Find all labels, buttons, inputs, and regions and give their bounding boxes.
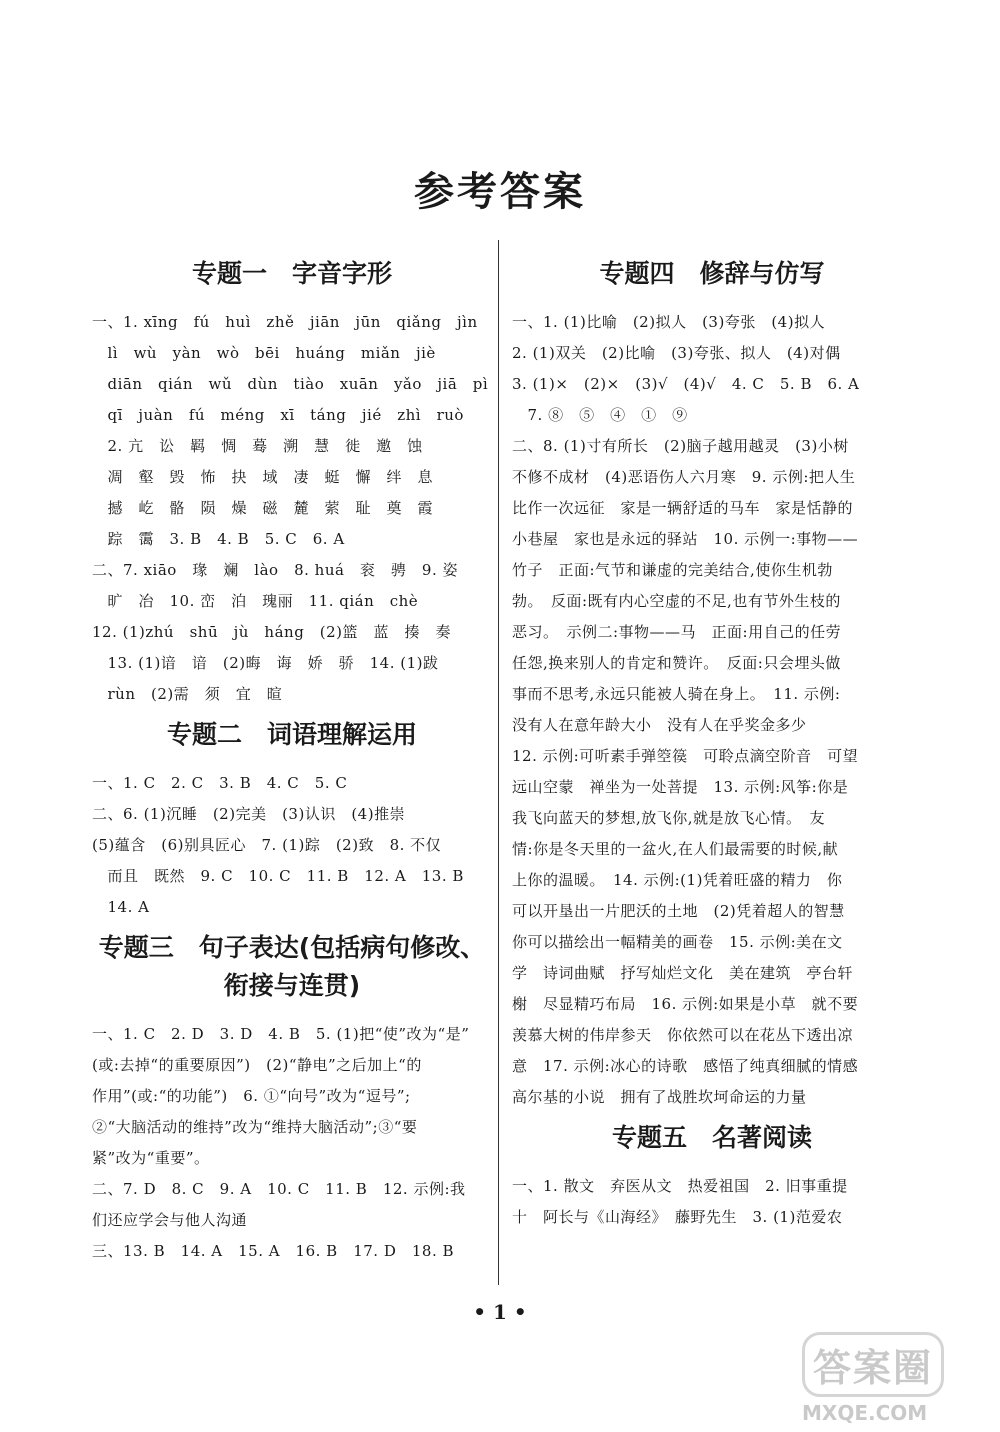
left-column	[92, 255, 492, 1273]
answer-line: 勃。 反面:既有内心空虚的不足,也有节外生枝的	[512, 592, 841, 610]
answer-line: 踪 霭 3. B 4. B 5. C 6. A	[92, 530, 345, 548]
section-heading: 专题三 句子表达(包括病句修改、衔接与连贯)	[98, 933, 486, 1000]
answer-line: 十 阿长与《山海经》 藤野先生 3. (1)范爱农	[512, 1208, 843, 1226]
answer-line: 竹子 正面:气节和谦虚的完美结合,使你生机勃	[512, 561, 833, 579]
answer-line: 三、13. B 14. A 15. A 16. B 17. D 18. B	[92, 1242, 454, 1260]
answer-line: 学 诗词曲赋 抒写灿烂文化 美在建筑 亭台轩	[512, 964, 854, 982]
answer-line: 羡慕大树的伟岸参天 你依然可以在花丛下透出凉	[512, 1026, 854, 1044]
answer-line: 紧”改为“重要”。	[92, 1149, 210, 1167]
answer-line: 12. 示例:可听素手弹箜篌 可聆点滴空阶音 可望	[512, 747, 859, 765]
answer-line: diān qián wǔ dùn tiào xuān yǎo jiā pì	[92, 375, 489, 393]
answer-section	[92, 929, 492, 1267]
watermark-url: MXQE.COM	[802, 1401, 928, 1425]
answer-line: 我飞向蓝天的梦想,放飞你,就是放飞心情。 友	[512, 809, 826, 827]
answer-line: 一、1. C 2. D 3. D 4. B 5. (1)把“使”改为“是”	[92, 1025, 470, 1043]
answer-section	[92, 716, 492, 923]
answer-line: 情:你是冬天里的一盆火,在人们最需要的时候,献	[512, 840, 839, 858]
answer-line: 一、1. C 2. C 3. B 4. C 5. C	[92, 774, 348, 792]
answer-line: 可以开垦出一片肥沃的土地 (2)凭着超人的智慧	[512, 902, 845, 920]
answer-line: (5)蕴含 (6)别具匠心 7. (1)踪 (2)致 8. 不仅	[92, 836, 442, 854]
answer-line: 高尔基的小说 拥有了战胜坎坷命运的力量	[512, 1088, 807, 1106]
answer-line: lì wù yàn wò bēi huáng miǎn jiè	[92, 344, 436, 362]
answer-line: 恶习。 示例二:事物——马 正面:用自己的任劳	[512, 623, 842, 641]
answer-line: ②“大脑活动的维持”改为“维持大脑活动”;③“要	[92, 1118, 418, 1136]
answer-section	[92, 255, 492, 710]
section-heading: 专题一 字音字形	[191, 259, 392, 288]
answer-line: 榭 尽显精巧布局 16. 示例:如果是小草 就不要	[512, 995, 859, 1013]
answer-line: 2. (1)双关 (2)比喻 (3)夸张、拟人 (4)对偶	[512, 344, 841, 362]
section-heading: 专题四 修辞与仿写	[599, 259, 825, 288]
answer-line: 不修不成材 (4)恶语伤人六月寒 9. 示例:把人生	[512, 468, 856, 486]
answer-line: 没有人在意年龄大小 没有人在乎奖金多少	[512, 716, 807, 734]
answer-line: 7. ⑧ ⑤ ④ ① ⑨	[512, 406, 688, 424]
page-title: 参考答案	[414, 169, 586, 215]
watermark-logo-text: 答案圈	[802, 1332, 944, 1397]
answer-line: 一、1. xīng fú huì zhě jiān jūn qiǎng jìn	[92, 313, 478, 331]
answer-section	[512, 255, 912, 1113]
column-divider	[498, 240, 499, 1285]
answer-line: 比作一次远征 家是一辆舒适的马车 家是恬静的	[512, 499, 854, 517]
answer-line: 3. (1)× (2)× (3)√ (4)√ 4. C 5. B 6. A	[512, 375, 860, 393]
answer-line: 一、1. 散文 弃医从文 热爱祖国 2. 旧事重提	[512, 1177, 848, 1195]
answer-line: 二、7. D 8. C 9. A 10. C 11. B 12. 示例:我	[92, 1180, 466, 1198]
section-heading: 专题二 词语理解运用	[166, 720, 417, 749]
answer-line: 凋 壑 毁 怖 抉 域 凄 蜓 懈 绊 息	[92, 468, 434, 486]
answer-line: 小巷屋 家也是永远的驿站 10. 示例一:事物——	[512, 530, 859, 548]
section-heading: 专题五 名著阅读	[611, 1123, 812, 1152]
answer-line: 任怨,换来别人的肯定和赞许。 反面:只会埋头做	[512, 654, 841, 672]
answer-line: 二、7. xiāo 瑑 斓 lào 8. huá 衮 骋 9. 姿	[92, 561, 459, 579]
watermark-logo	[802, 1332, 982, 1425]
answer-line: 作用”(或:“的功能”) 6. ①“向号”改为“逗号”;	[92, 1087, 411, 1105]
answer-line: 二、6. (1)沉睡 (2)完美 (3)认识 (4)推崇	[92, 805, 406, 823]
answer-section	[512, 1119, 912, 1233]
answer-line: 撼 屹 骼 陨 燥 磁 麓 萦 耻 奠 霞	[92, 499, 434, 517]
answer-line: 二、8. (1)寸有所长 (2)脑子越用越灵 (3)小树	[512, 437, 849, 455]
answer-line: 12. (1)zhú shū jù háng (2)篮 蓝 揍 奏	[92, 623, 452, 641]
answer-line: 而且 既然 9. C 10. C 11. B 12. A 13. B	[92, 867, 464, 885]
answer-line: 2. 亢 讼 羁 惆 蓦 溯 慧 徙 邀 蚀	[92, 437, 423, 455]
answer-line: (或:去掉“的重要原因”) (2)“静电”之后加上“的	[92, 1056, 422, 1074]
answer-line: 你可以描绘出一幅精美的画卷 15. 示例:美在文	[512, 933, 843, 951]
page-number: • 1 •	[473, 1300, 527, 1324]
answer-line: 们还应学会与他人沟通	[92, 1211, 248, 1229]
answer-line: qī juàn fú méng xī táng jié zhì ruò	[92, 406, 464, 424]
answer-line: 上你的温暖。 14. 示例:(1)凭着旺盛的精力 你	[512, 871, 843, 889]
answer-line: 远山空蒙 禅坐为一处菩提 13. 示例:风筝:你是	[512, 778, 849, 796]
answer-line: 意 17. 示例:冰心的诗歌 感悟了纯真细腻的情感	[512, 1057, 859, 1075]
answer-line: 13. (1)谙 谙 (2)晦 诲 娇 骄 14. (1)跋	[92, 654, 439, 672]
answer-line: 旷 冶 10. 峦 泊 瑰丽 11. qián chè	[92, 592, 419, 610]
right-column	[512, 255, 912, 1239]
answer-line: 14. A	[92, 898, 150, 916]
answer-line: 事而不思考,永远只能被人骑在身上。 11. 示例:	[512, 685, 841, 703]
answer-line: 一、1. (1)比喻 (2)拟人 (3)夸张 (4)拟人	[512, 313, 826, 331]
answer-line: rùn (2)需 须 宜 暄	[92, 685, 283, 703]
